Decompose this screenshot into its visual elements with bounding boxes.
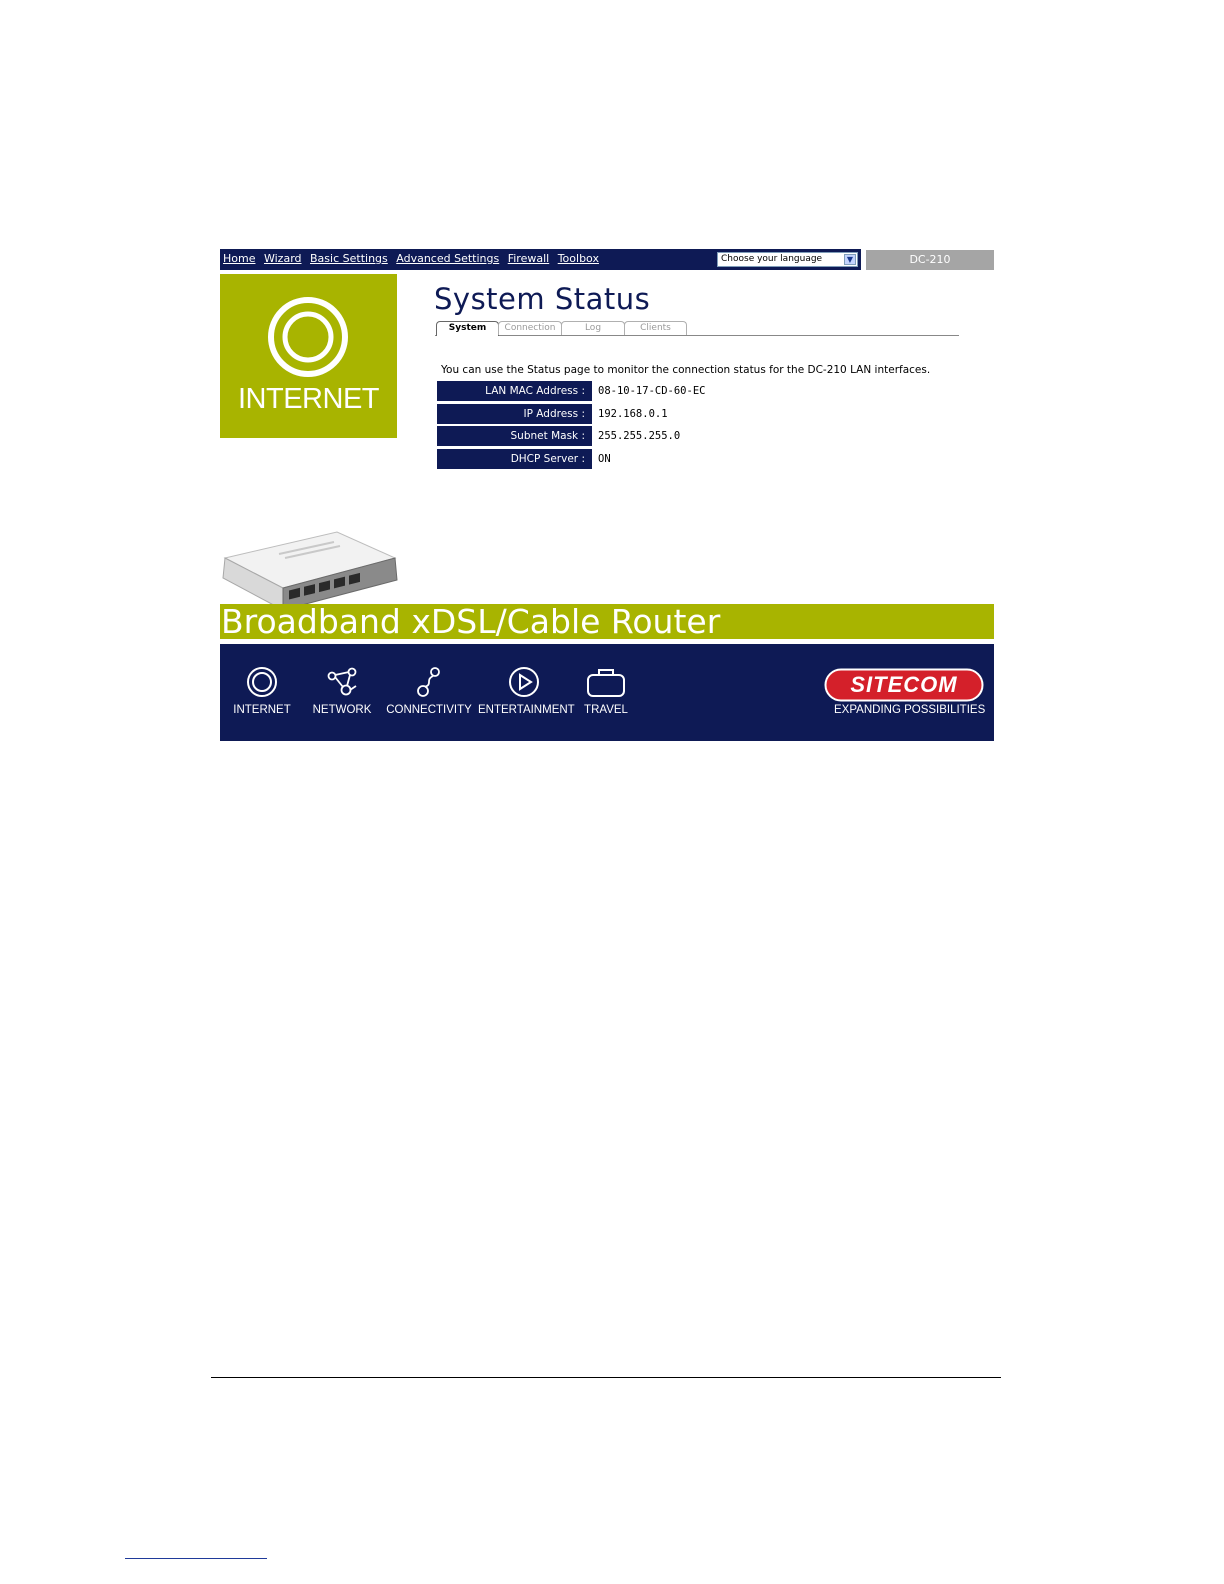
product-banner [220,604,994,639]
play-icon [508,666,540,698]
nav-links [223,252,604,265]
brand-text: SITECOM [850,672,958,697]
connectivity-icon [413,666,445,698]
tab-clients[interactable]: Clients [624,321,687,335]
internet-icon [246,666,278,698]
lan-mac-label: LAN MAC Address : [437,381,592,401]
page-title: System Status [434,282,651,316]
footer-item-connectivity[interactable] [386,666,472,716]
footer-item-travel[interactable] [582,666,630,716]
footer-bar [220,644,994,741]
nav-link-wizard[interactable]: Wizard [263,252,302,265]
footer-item-label: INTERNET [233,704,291,716]
lan-mac-value: 08-10-17-CD-60-EC [598,385,706,397]
intro-text: You can use the Status page to monitor the connection status for the DC-210 LAN interfaces. [441,364,931,376]
ip-address-value: 192.168.0.1 [598,408,668,420]
footer-item-entertainment[interactable] [478,666,575,716]
footer-item-label: TRAVEL [584,704,628,716]
top-nav-bar [220,249,861,270]
router-image [219,528,399,612]
page-divider [211,1377,1001,1378]
brand-slogan: EXPANDING POSSIBILITIES [834,704,986,716]
tab-system[interactable]: System [436,321,499,336]
footer-item-label: CONNECTIVITY [386,704,472,716]
sitecom-logo[interactable] [824,668,984,702]
nav-link-advanced-settings[interactable]: Advanced Settings [396,252,500,265]
subnet-mask-label: Subnet Mask : [437,426,592,446]
nav-link-toolbox[interactable]: Toolbox [557,252,599,265]
nav-link-basic-settings[interactable]: Basic Settings [310,252,388,265]
model-label: DC-210 [866,250,994,270]
internet-panel-label: INTERNET [238,383,379,415]
nav-link-firewall[interactable]: Firewall [507,252,550,265]
tab-log[interactable]: Log [561,321,625,335]
footer-item-network[interactable] [308,666,376,716]
footnote-line [125,1558,267,1559]
footer-item-label: NETWORK [312,704,372,716]
chevron-down-icon[interactable]: ▼ [844,254,856,265]
nav-link-home[interactable]: Home [223,252,256,265]
language-select-value: Choose your language [721,254,823,264]
internet-icon [267,296,349,378]
tab-connection[interactable]: Connection [498,321,562,335]
status-tabs [435,320,959,336]
ip-address-label: IP Address : [437,404,592,424]
network-icon [326,666,358,698]
dhcp-server-label: DHCP Server : [437,449,592,469]
product-banner-text: Broadband xDSL/Cable Router [221,604,721,639]
subnet-mask-value: 255.255.255.0 [598,430,681,442]
language-select[interactable] [717,252,858,267]
footer-item-label: ENTERTAINMENT [478,704,575,716]
suitcase-icon [586,666,626,698]
dhcp-server-value: ON [598,453,611,465]
internet-panel [220,274,397,438]
footer-item-internet[interactable] [232,666,292,716]
